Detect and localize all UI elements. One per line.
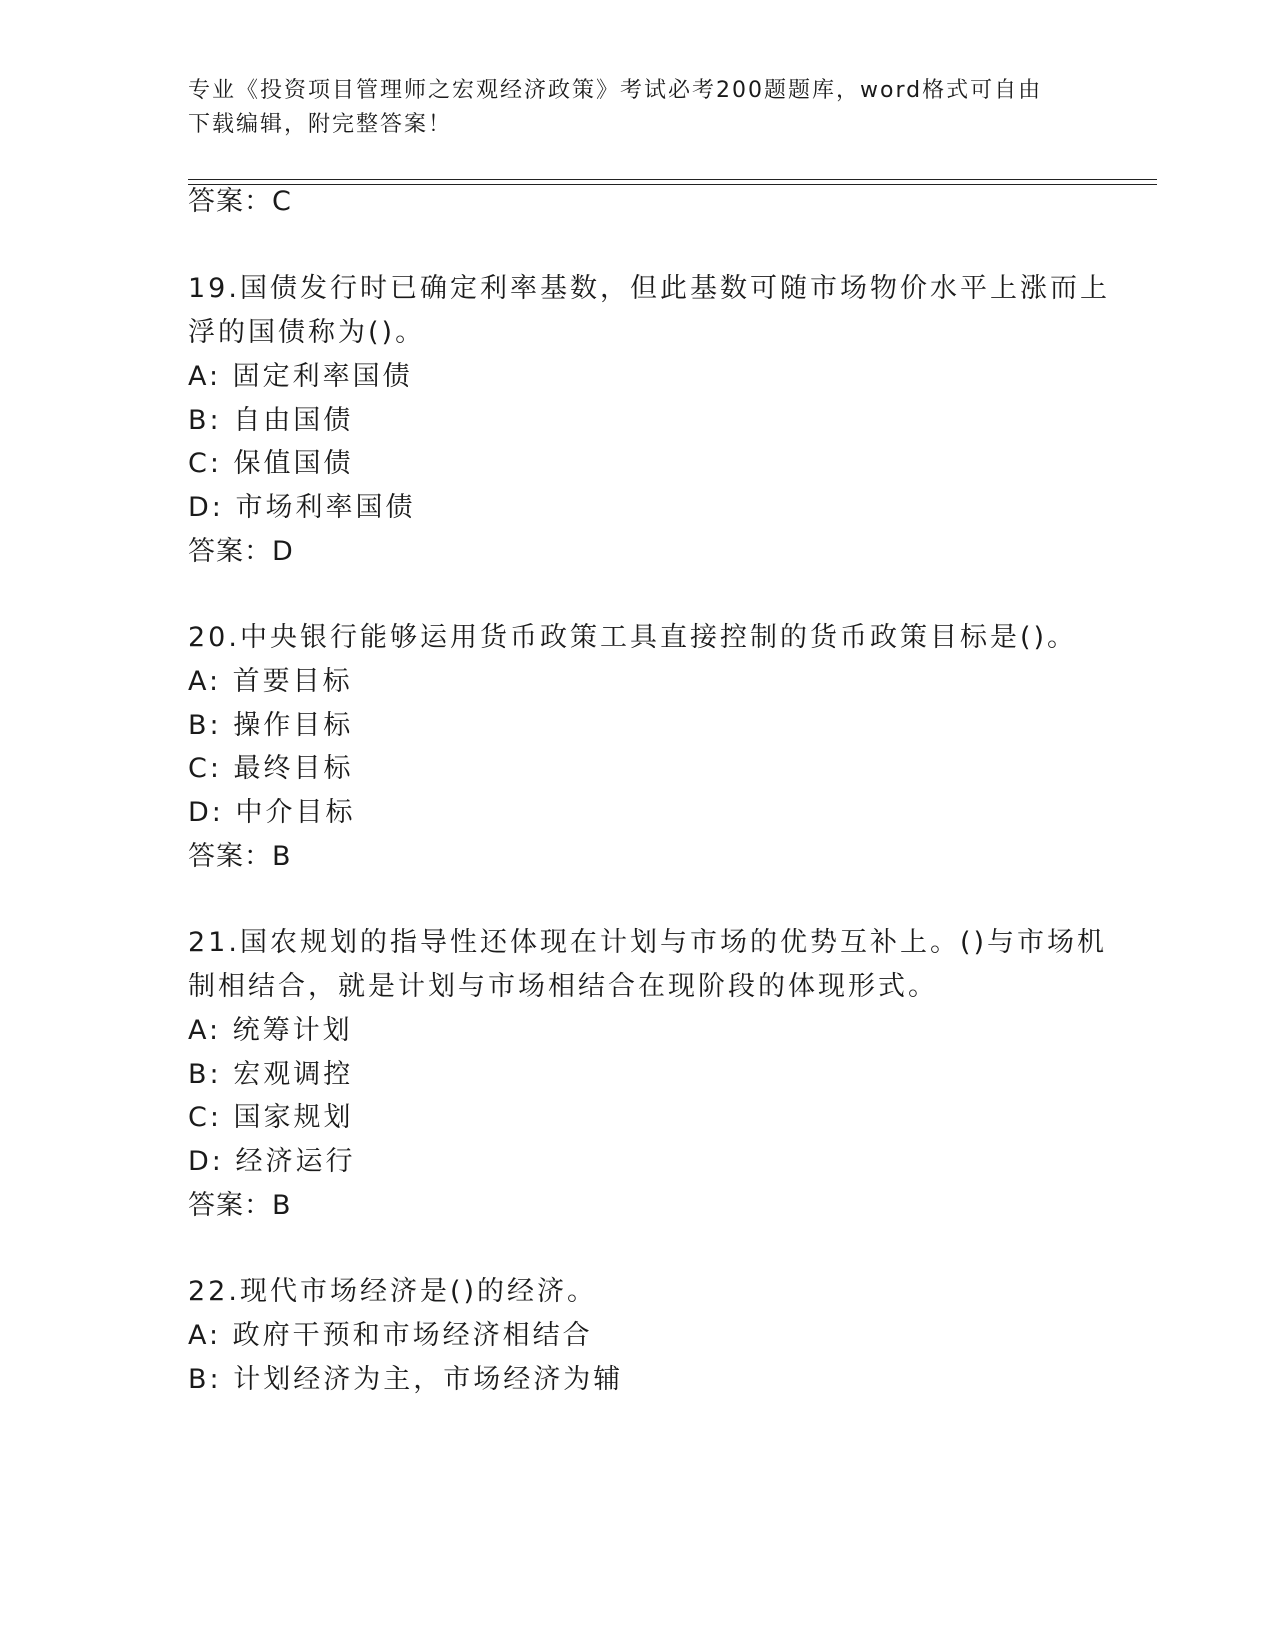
question-19-option-b: B: 自由国债: [188, 405, 354, 436]
question-20-option-c: C: 最终目标: [188, 753, 354, 784]
question-21-line-2: 制相结合，就是计划与市场相结合在现阶段的体现形式。: [188, 971, 938, 1002]
question-19-option-d: D: 市场利率国债: [188, 492, 416, 523]
question-19-option-a: A: 固定利率国债: [188, 361, 413, 392]
question-19-line-2: 浮的国债称为()。: [188, 317, 426, 348]
question-21-option-d: D: 经济运行: [188, 1146, 356, 1177]
question-21-answer: 答案：B: [188, 1190, 292, 1221]
question-20-line-1: 20.中央银行能够运用货币政策工具直接控制的货币政策目标是()。: [188, 622, 1078, 653]
question-22-option-a: A: 政府干预和市场经济相结合: [188, 1320, 593, 1351]
question-21-option-b: B: 宏观调控: [188, 1059, 354, 1090]
document-header: [188, 74, 1088, 142]
question-21-line-1: 21.国农规划的指导性还体现在计划与市场的优势互补上。()与市场机: [188, 927, 1108, 958]
header-divider-top: [188, 179, 1157, 180]
question-21-option-a: A: 统筹计划: [188, 1015, 353, 1046]
question-19-option-c: C: 保值国债: [188, 448, 354, 479]
question-19-line-1: 19.国债发行时已确定利率基数，但此基数可随市场物价水平上涨而上: [188, 273, 1110, 304]
question-21-option-c: C: 国家规划: [188, 1102, 354, 1133]
header-line-2: 下载编辑，附完整答案！: [188, 112, 453, 137]
question-19-answer: 答案：D: [188, 536, 294, 567]
prev-answer: 答案：C: [188, 186, 292, 217]
header-divider-bottom: [188, 184, 1157, 185]
question-20-option-d: D: 中介目标: [188, 797, 356, 828]
question-20-option-a: A: 首要目标: [188, 666, 353, 697]
question-20-option-b: B: 操作目标: [188, 710, 354, 741]
question-22-line-1: 22.现代市场经济是()的经济。: [188, 1276, 598, 1307]
question-22-option-b: B: 计划经济为主，市场经济为辅: [188, 1364, 624, 1395]
question-20-answer: 答案：B: [188, 841, 292, 872]
header-line-1: 专业《投资项目管理师之宏观经济政策》考试必考200题题库，word格式可自由: [188, 78, 1043, 103]
